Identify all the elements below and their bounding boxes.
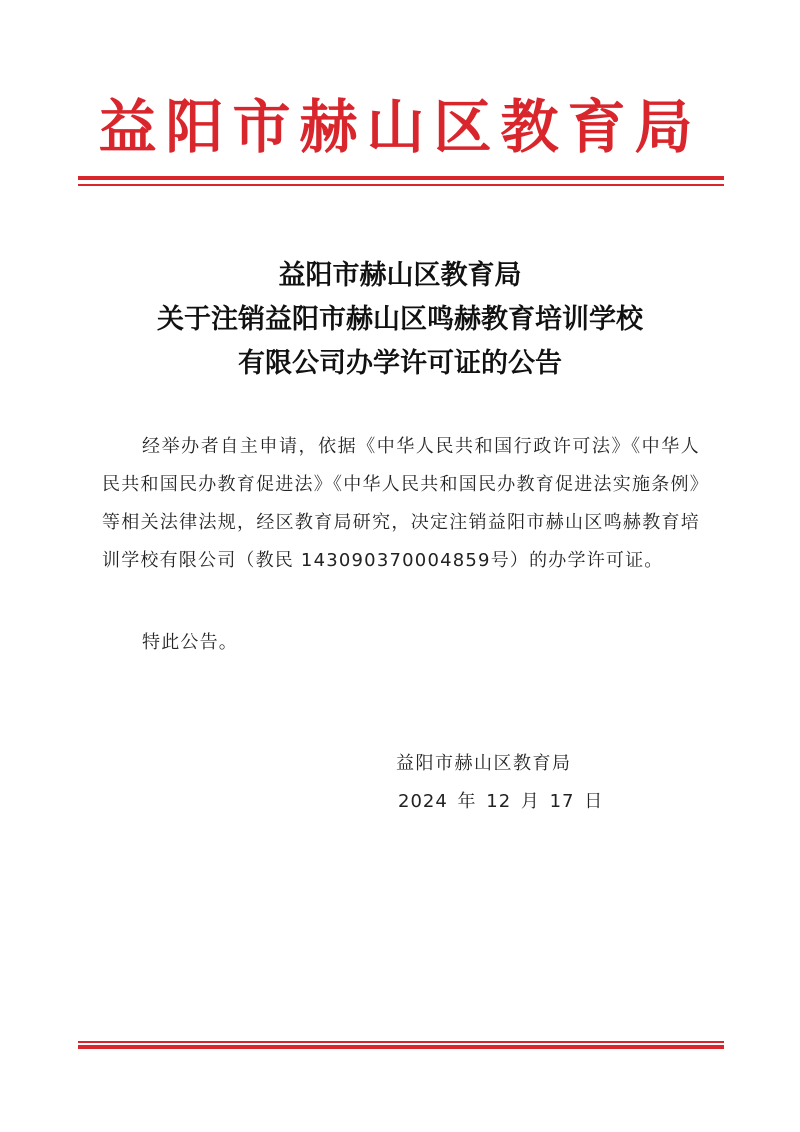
notice-body: 经举办者自主申请，依据《中华人民共和国行政许可法》《中华人民共和国民办教育促进法》《中华人民共和国民办教育促进法实施条例》等相关法律法规，经区教育局研究，决定注销益阳市赫山区鸣赫教育培训学校有限公司（教民 143090370004859号）的办学许可证。	[102, 436, 700, 571]
notice-closing: 特此公告。	[142, 632, 238, 653]
header-red-rule-thin	[78, 184, 724, 186]
footer-red-rule-thick	[78, 1045, 724, 1049]
header-red-rule-thick	[78, 176, 724, 180]
title-line-3: 有限公司办学许可证的公告	[238, 348, 562, 379]
title-line-2: 关于注销益阳市赫山区鸣赫教育培训学校	[157, 304, 643, 335]
signature-organization: 益阳市赫山区教育局	[396, 753, 572, 774]
notice-title	[0, 254, 800, 386]
title-line-1: 益阳市赫山区教育局	[278, 260, 522, 291]
footer-red-rule-thin	[78, 1041, 724, 1043]
masthead-title: 益阳市赫山区教育局	[98, 93, 702, 161]
signature-date: 2024 年 12 月 17 日	[398, 791, 604, 812]
